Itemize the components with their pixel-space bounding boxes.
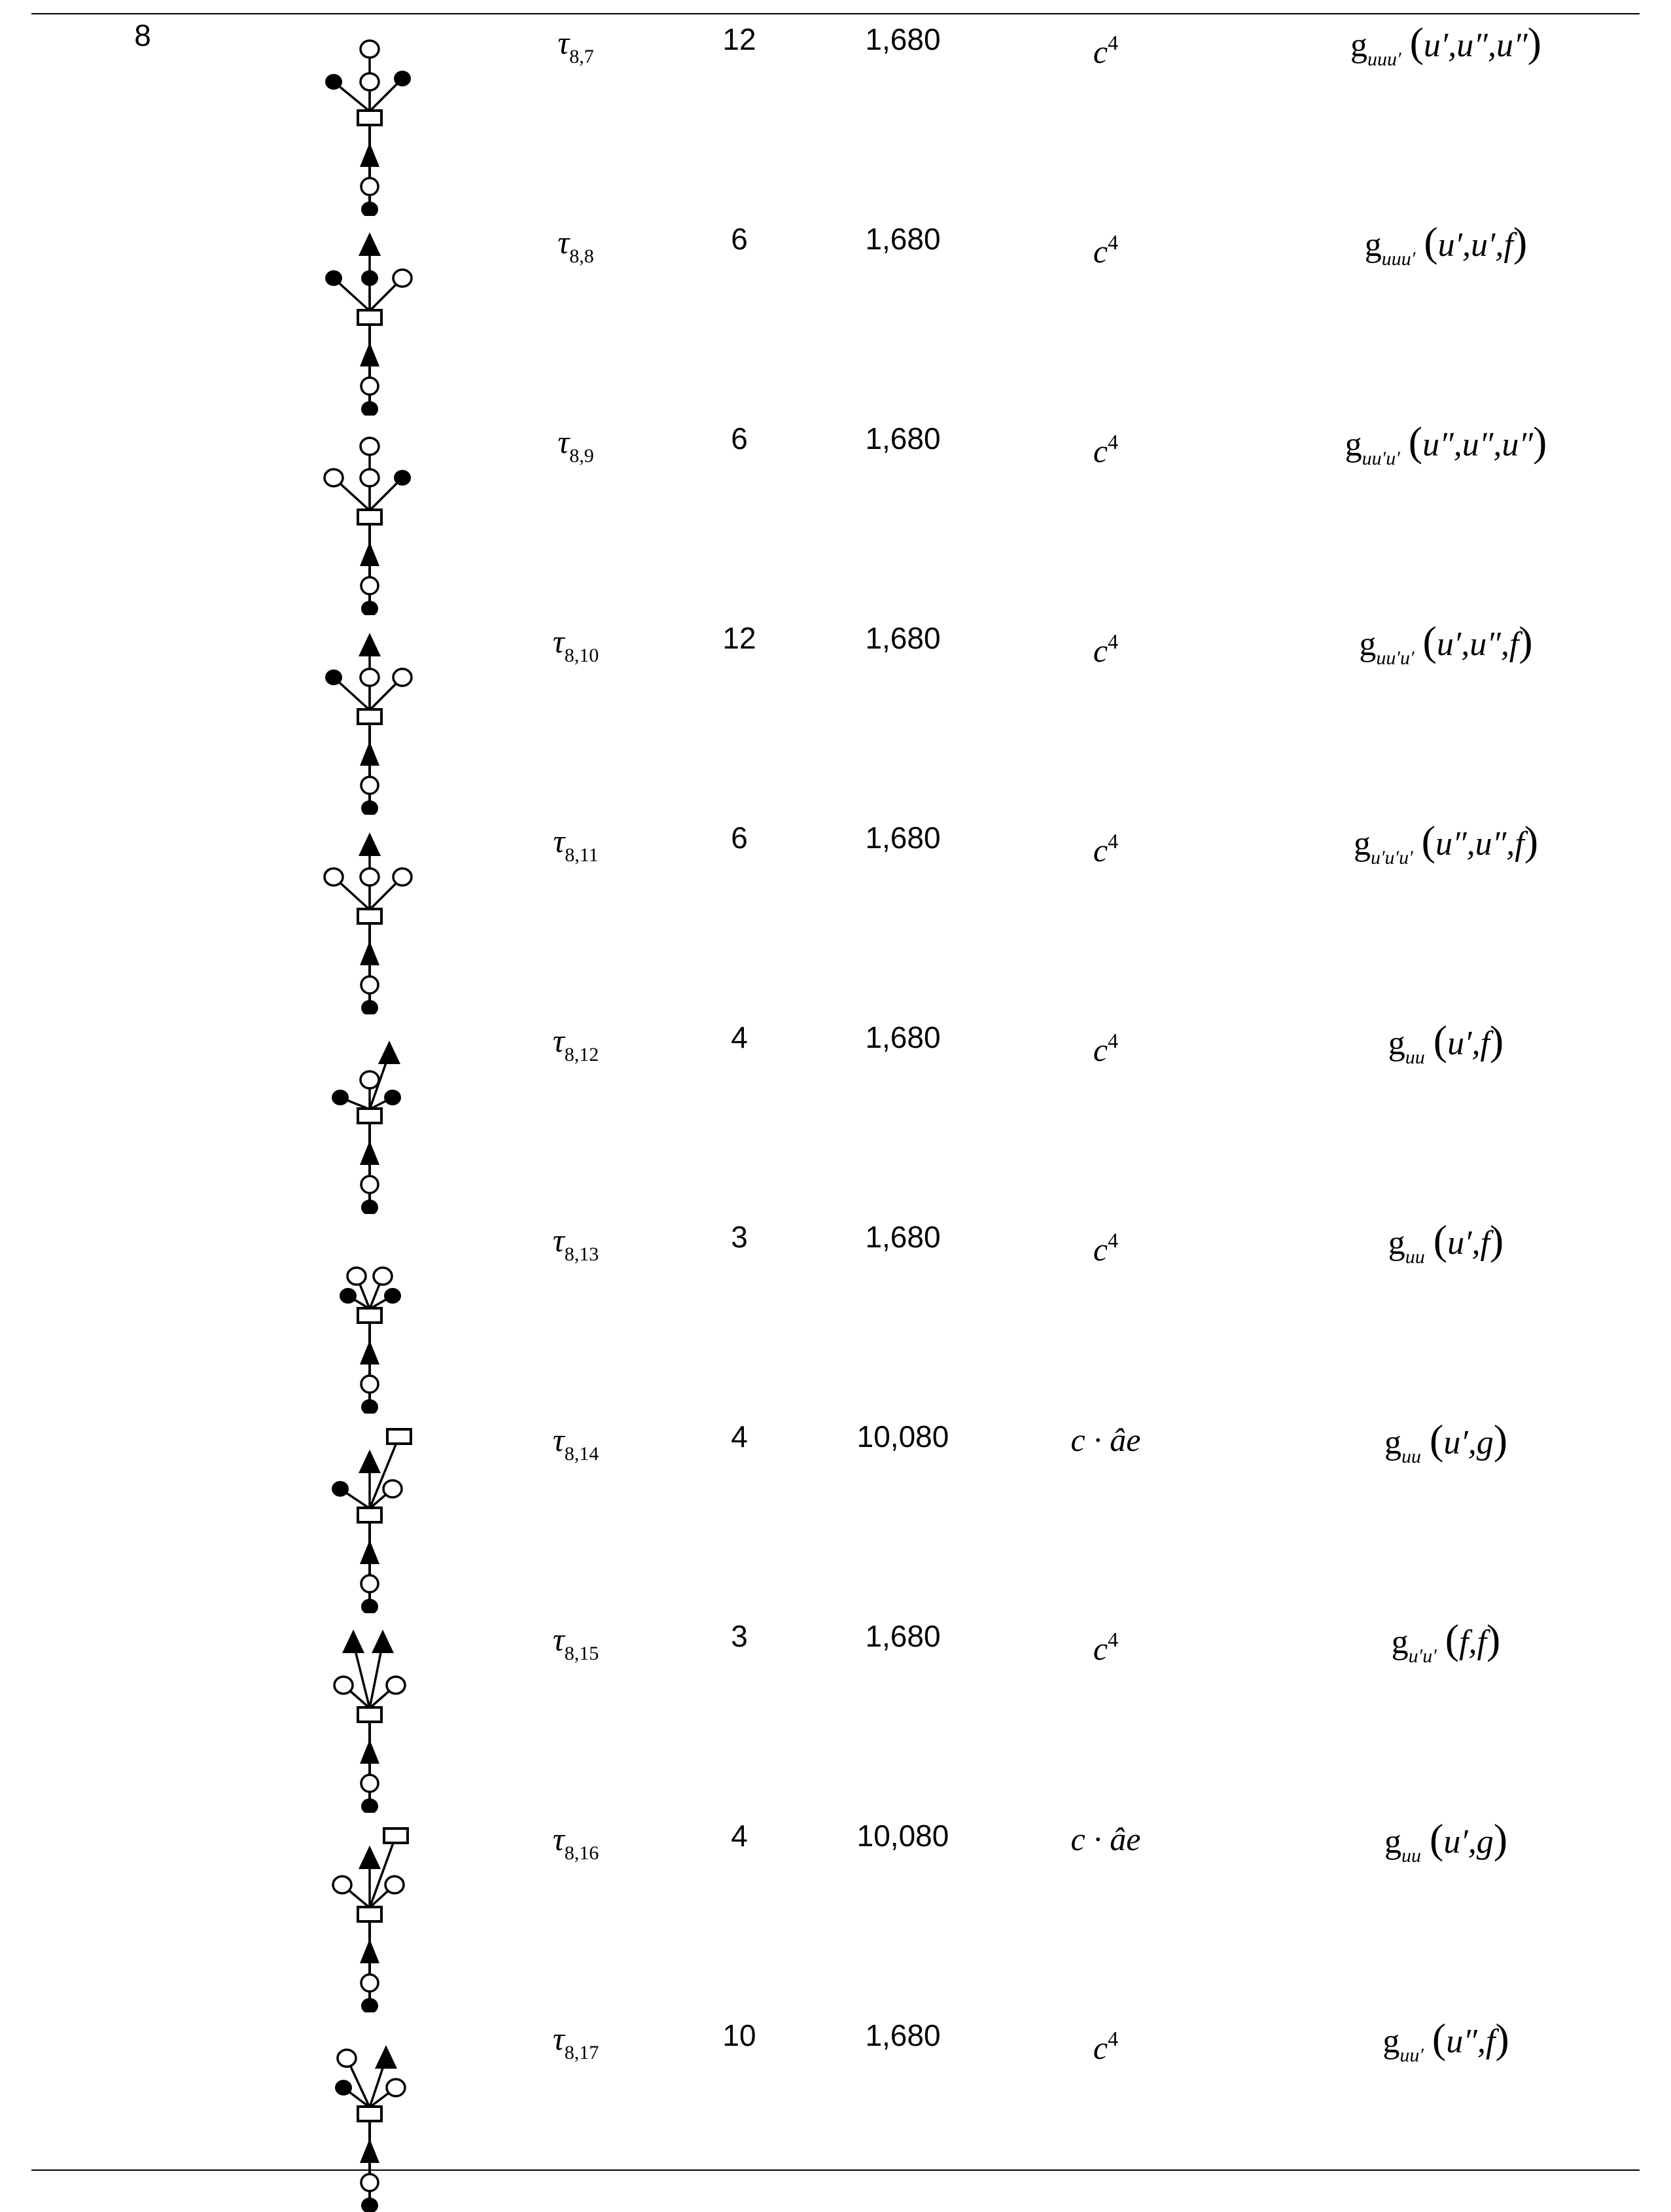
- tree-filled-node: [361, 1000, 378, 1014]
- tau-symbol: τ: [557, 423, 570, 460]
- factor-expression: [1021, 1417, 1191, 1463]
- tree-filled-node: [361, 601, 378, 615]
- tau-symbol: τ: [552, 1022, 565, 1059]
- factor-exponent: 4: [1108, 1628, 1119, 1651]
- g-subscript: uu: [1405, 1046, 1425, 1068]
- count-value: 4: [731, 1819, 748, 1853]
- tree-open-node: [361, 1176, 378, 1193]
- factor-expression: [1021, 618, 1191, 673]
- g-symbol: g: [1384, 1823, 1401, 1861]
- tau-subscript: 8,9: [569, 445, 594, 467]
- open-paren: (: [1433, 1217, 1448, 1263]
- tree-root-square: [358, 1508, 381, 1522]
- factor-exponent: 4: [1108, 630, 1119, 653]
- tree-open-node: [325, 469, 343, 486]
- close-paren: ): [1489, 1217, 1504, 1263]
- open-paren: (: [1432, 2015, 1447, 2061]
- tree-triangle-node: [372, 1630, 394, 1653]
- tree-triangle-node: [360, 1141, 379, 1165]
- tree-triangle-node: [342, 1630, 364, 1653]
- g-symbol: g: [1353, 825, 1371, 863]
- tree-filled-node: [325, 669, 342, 685]
- tree-name: [510, 1417, 641, 1477]
- tree-filled-node: [361, 202, 378, 216]
- arguments: u′,f: [1447, 1025, 1490, 1062]
- g-subscript: uuu′: [1367, 48, 1401, 70]
- tree-root-square: [358, 1109, 381, 1123]
- factor-exponent: 4: [1108, 1228, 1119, 1252]
- close-paren: ): [1493, 1815, 1507, 1862]
- factor-exponent: 4: [1108, 31, 1119, 54]
- count-value: 12: [722, 22, 756, 56]
- tree-diagram: [314, 1217, 425, 1414]
- tau-subscript: 8,11: [565, 844, 599, 866]
- table-row: [0, 1018, 1671, 1214]
- count-value: 4: [731, 1020, 748, 1054]
- tree-open-node: [393, 868, 412, 885]
- tau-symbol: τ: [552, 1621, 565, 1658]
- coefficient-value: 1,680: [865, 22, 941, 56]
- factor-exponent: 4: [1108, 1029, 1119, 1052]
- g-subscript: uu: [1401, 1446, 1421, 1467]
- tree-open-node: [387, 1677, 405, 1694]
- tree-diagram: [314, 818, 425, 1014]
- coefficient-value: 1,680: [865, 821, 941, 855]
- tree-root-square: [358, 909, 381, 923]
- g-symbol: g: [1391, 1624, 1409, 1661]
- table-top-rule: [31, 13, 1640, 14]
- tree-root-square: [358, 510, 381, 524]
- tree-filled-node: [335, 2080, 352, 2096]
- close-paren: ): [1493, 1416, 1507, 1463]
- g-symbol: g: [1359, 626, 1377, 663]
- tree-diagram: [314, 618, 425, 815]
- tau-symbol: τ: [552, 1821, 565, 1857]
- open-paren: (: [1430, 1416, 1444, 1463]
- tau-subscript: 8,13: [564, 1243, 599, 1265]
- tau-symbol: τ: [557, 224, 570, 260]
- arguments: f,f: [1459, 1624, 1487, 1661]
- factor-expression: [1021, 1018, 1191, 1073]
- arguments: u′,f: [1447, 1224, 1490, 1262]
- tree-triangle-node: [360, 342, 379, 366]
- tree-diagram: [314, 1616, 425, 1813]
- tree-triangle-node: [359, 232, 381, 256]
- tree-diagram: [314, 1417, 425, 1613]
- factor-expression: [1021, 2016, 1191, 2071]
- tree-square-node: [384, 1828, 408, 1843]
- g-subscript: uu: [1405, 1246, 1425, 1268]
- arguments: u″,f: [1446, 2023, 1496, 2060]
- tree-open-node: [361, 41, 379, 58]
- tree-open-node: [393, 270, 412, 287]
- tau-subscript: 8,12: [564, 1044, 599, 1065]
- table-row: [0, 1417, 1671, 1613]
- elementary-differential: [1243, 20, 1649, 82]
- coefficient-value: 1,680: [865, 621, 941, 655]
- coefficient-value: 1,680: [865, 421, 941, 455]
- tau-symbol: τ: [552, 1222, 565, 1258]
- tree-root-square: [358, 709, 381, 724]
- g-subscript: uu: [1401, 1845, 1421, 1866]
- open-paren: (: [1430, 1815, 1444, 1862]
- close-paren: ): [1486, 1616, 1501, 1662]
- tree-open-node: [361, 1376, 378, 1393]
- tree-open-node: [385, 1876, 404, 1893]
- close-paren: ): [1519, 618, 1533, 664]
- factor-base: c: [1093, 1231, 1108, 1268]
- g-symbol: g: [1388, 1025, 1405, 1062]
- g-symbol: g: [1345, 426, 1362, 463]
- tree-filled-node: [361, 1599, 378, 1613]
- arguments: u′,g: [1443, 1823, 1494, 1861]
- close-paren: ): [1489, 1017, 1504, 1063]
- elementary-differential: [1243, 419, 1649, 482]
- tree-open-node: [361, 1775, 378, 1792]
- factor-expression: [1021, 219, 1191, 274]
- tree-open-node: [361, 1974, 378, 1991]
- table-row: [0, 1616, 1671, 1813]
- coefficient-value: 10,080: [856, 1419, 949, 1454]
- tree-open-node: [361, 438, 379, 455]
- tree-triangle-node: [360, 2139, 379, 2163]
- arguments: u″,u″,u″: [1422, 426, 1534, 463]
- close-paren: ): [1527, 19, 1541, 65]
- g-symbol: g: [1384, 1424, 1401, 1461]
- tree-open-node: [393, 669, 412, 686]
- tree-filled-node: [325, 74, 342, 90]
- tree-open-node: [338, 2050, 356, 2067]
- tree-diagram: [314, 1018, 425, 1214]
- g-subscript: uu′u′: [1376, 647, 1415, 669]
- tree-name: [510, 419, 641, 479]
- tau-subscript: 8,17: [564, 2042, 599, 2063]
- factor-expression: [1021, 818, 1191, 873]
- tree-filled-node: [340, 1288, 357, 1304]
- arguments: u′,g: [1443, 1424, 1494, 1461]
- tau-subscript: 8,7: [569, 46, 594, 67]
- g-subscript: u′u′: [1408, 1645, 1437, 1667]
- tree-root-square: [358, 1308, 381, 1323]
- tree-filled-node: [394, 71, 411, 86]
- tree-open-node: [325, 868, 343, 885]
- factor-expression: [1021, 1217, 1191, 1272]
- factor-base: c: [1093, 1031, 1108, 1068]
- elementary-differential: [1243, 1816, 1649, 1879]
- tree-triangle-node: [360, 941, 379, 965]
- tree-square-node: [387, 1429, 411, 1444]
- tree-triangle-node: [359, 633, 381, 656]
- factor-base: c: [1093, 832, 1108, 868]
- tree-root-square: [358, 1907, 381, 1921]
- count-value: 4: [731, 1419, 748, 1454]
- count-value: 12: [722, 621, 756, 655]
- table-row: [0, 419, 1671, 615]
- factor-expression: [1021, 419, 1191, 474]
- table-row: [0, 20, 1671, 216]
- tree-open-node: [383, 1480, 402, 1497]
- tree-filled-node: [361, 800, 378, 815]
- elementary-differential: [1243, 818, 1649, 881]
- table-row: [0, 818, 1671, 1014]
- elementary-differential: [1243, 1217, 1649, 1280]
- count-value: 6: [731, 821, 748, 855]
- tree-name: [510, 1816, 641, 1876]
- tree-open-node: [374, 1268, 392, 1285]
- tree-diagram: [314, 219, 425, 416]
- tree-open-node: [361, 577, 378, 594]
- arguments: u″,u″,f: [1435, 825, 1524, 863]
- tau-symbol: τ: [552, 2020, 565, 2057]
- tree-filled-node: [361, 2198, 378, 2212]
- factor-base: c: [1093, 433, 1108, 469]
- tree-triangle-node: [360, 1540, 379, 1564]
- tree-triangle-node: [375, 2045, 397, 2069]
- tree-filled-node: [361, 401, 378, 416]
- tree-open-node: [361, 178, 378, 195]
- open-paren: (: [1424, 219, 1438, 265]
- tree-filled-node: [384, 1090, 401, 1105]
- tree-triangle-node: [360, 1939, 379, 1963]
- factor-base: c · âe: [1070, 1821, 1141, 1857]
- count-value: 10: [722, 2018, 756, 2052]
- tree-open-node: [387, 2079, 405, 2096]
- tree-root-square: [358, 1707, 381, 1722]
- tau-subscript: 8,8: [569, 245, 594, 267]
- tree-triangle-node: [360, 1739, 379, 1764]
- tree-root-square: [358, 2107, 381, 2121]
- tree-name: [510, 2016, 641, 2076]
- coefficient-value: 1,680: [865, 1220, 941, 1254]
- elementary-differential: [1243, 1417, 1649, 1480]
- tree-root-square: [358, 111, 381, 125]
- coefficient-value: 1,680: [865, 222, 941, 256]
- tree-open-node: [361, 669, 379, 686]
- tau-symbol: τ: [552, 623, 565, 660]
- close-paren: ): [1533, 418, 1547, 465]
- tree-name: [510, 20, 641, 80]
- tree-open-node: [334, 1677, 353, 1694]
- count-value: 6: [731, 421, 748, 455]
- factor-exponent: 4: [1108, 430, 1119, 454]
- g-symbol: g: [1350, 27, 1368, 64]
- tree-triangle-node: [360, 542, 379, 566]
- tree-name: [510, 818, 641, 878]
- factor-expression: [1021, 20, 1191, 75]
- tree-open-node: [361, 73, 379, 90]
- tree-open-node: [361, 868, 379, 885]
- tau-subscript: 8,16: [564, 1842, 599, 1864]
- tree-open-node: [361, 469, 379, 486]
- tree-filled-node: [384, 1288, 401, 1304]
- tree-name: [510, 1616, 641, 1677]
- table-bottom-rule: [31, 2169, 1640, 2171]
- g-subscript: uu′: [1399, 2044, 1424, 2066]
- factor-base: c: [1093, 233, 1108, 270]
- elementary-differential: [1243, 1616, 1649, 1679]
- table-row: [0, 618, 1671, 815]
- tree-filled-node: [361, 1998, 378, 2012]
- g-symbol: g: [1364, 226, 1382, 264]
- tree-triangle-node: [360, 143, 379, 167]
- tau-subscript: 8,10: [564, 645, 599, 666]
- elementary-differential: [1243, 219, 1649, 282]
- tree-triangle-node: [359, 1450, 381, 1473]
- table-row: [0, 1217, 1671, 1414]
- open-paren: (: [1445, 1616, 1460, 1662]
- close-paren: ): [1513, 219, 1528, 265]
- open-paren: (: [1422, 618, 1437, 664]
- arguments: u′,u″,f: [1436, 626, 1519, 663]
- g-symbol: g: [1388, 1224, 1405, 1262]
- tree-name: [510, 1018, 641, 1078]
- count-value: 3: [731, 1220, 748, 1254]
- tree-open-node: [333, 1876, 351, 1893]
- tree-triangle-node: [360, 1340, 379, 1365]
- factor-base: c: [1093, 2029, 1108, 2066]
- tree-open-node: [361, 777, 378, 794]
- tree-triangle-node: [360, 741, 379, 766]
- open-paren: (: [1433, 1017, 1448, 1063]
- factor-expression: [1021, 1816, 1191, 1862]
- tree-triangle-node: [378, 1041, 400, 1064]
- tau-symbol: τ: [553, 823, 565, 859]
- tree-filled-node: [394, 470, 411, 486]
- g-subscript: uuu′: [1381, 248, 1416, 270]
- arguments: u′,u′,f: [1437, 226, 1513, 264]
- close-paren: ): [1524, 817, 1539, 864]
- tree-diagram: [314, 419, 425, 615]
- close-paren: ): [1495, 2015, 1509, 2061]
- table-row: [0, 219, 1671, 416]
- tau-subscript: 8,15: [564, 1643, 599, 1664]
- tau-symbol: τ: [552, 1421, 565, 1458]
- open-paren: (: [1421, 817, 1435, 864]
- tree-name: [510, 618, 641, 679]
- tree-name: [510, 219, 641, 279]
- table-row: [0, 2016, 1671, 2212]
- coefficient-value: 1,680: [865, 1619, 941, 1653]
- g-subscript: uu′u′: [1362, 448, 1400, 469]
- open-paren: (: [1408, 418, 1423, 465]
- coefficient-value: 10,080: [856, 1819, 949, 1853]
- factor-base: c: [1093, 1630, 1108, 1667]
- tree-open-node: [361, 378, 378, 395]
- tree-filled-node: [361, 1798, 378, 1813]
- tree-open-node: [361, 1575, 378, 1592]
- open-paren: (: [1409, 19, 1424, 65]
- count-value: 3: [731, 1619, 748, 1653]
- factor-base: c · âe: [1070, 1421, 1141, 1458]
- tree-diagram: [314, 1816, 425, 2012]
- coefficient-value: 1,680: [865, 2018, 941, 2052]
- count-value: 6: [731, 222, 748, 256]
- tree-open-node: [347, 1268, 366, 1285]
- factor-base: c: [1093, 632, 1108, 669]
- tree-filled-node: [361, 1399, 378, 1414]
- factor-expression: [1021, 1616, 1191, 1671]
- coefficient-value: 1,680: [865, 1020, 941, 1054]
- tau-symbol: τ: [557, 24, 570, 61]
- tree-diagram: [314, 20, 425, 216]
- tree-open-node: [361, 1071, 379, 1088]
- tree-open-node: [361, 2174, 378, 2191]
- factor-exponent: 4: [1108, 230, 1119, 254]
- elementary-differential: [1243, 618, 1649, 681]
- tree-filled-node: [332, 1090, 349, 1105]
- arguments: u′,u″,u″: [1423, 27, 1528, 64]
- elementary-differential: [1243, 2016, 1649, 2078]
- tree-filled-node: [361, 270, 378, 286]
- tree-root-square: [358, 310, 381, 325]
- factor-base: c: [1093, 33, 1108, 70]
- tree-filled-node: [332, 1481, 349, 1497]
- g-subscript: u′u′u′: [1370, 847, 1413, 868]
- tree-open-node: [361, 976, 378, 993]
- tau-subscript: 8,14: [564, 1443, 599, 1465]
- elementary-differential: [1243, 1018, 1649, 1080]
- tree-name: [510, 1217, 641, 1277]
- tree-filled-node: [361, 1200, 378, 1214]
- tree-triangle-node: [359, 1846, 381, 1869]
- tree-diagram: [314, 2016, 425, 2212]
- tree-filled-node: [325, 270, 342, 286]
- tree-triangle-node: [359, 832, 381, 856]
- factor-exponent: 4: [1108, 829, 1119, 853]
- factor-exponent: 4: [1108, 2027, 1119, 2050]
- order-label: 8: [134, 18, 151, 52]
- g-symbol: g: [1382, 2023, 1400, 2060]
- table-row: [0, 1816, 1671, 2012]
